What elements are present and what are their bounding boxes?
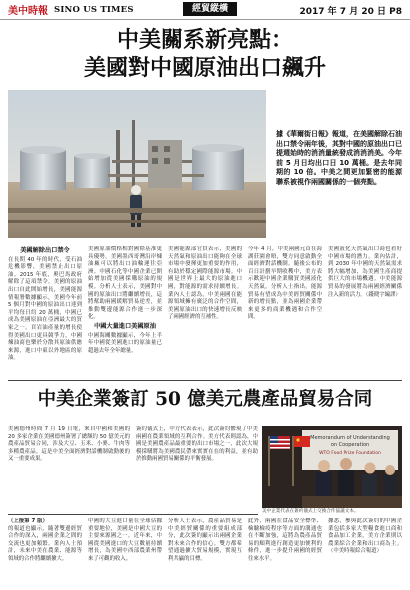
photo2-caption: 美中企業代表在簽約儀式上交換合作協議文本。 [262,509,359,514]
story2-column-2 [136,426,258,508]
story1-column-4 [248,246,322,374]
bottom-column-2-text: 中國的大豆進口量在全球佔據重要地位，美國是中國大豆的主要來源國之一。近年來，中國從美國進口的大豆數量持續增長，為美國中西部農業州帶來了可觀的收入。 [88,518,162,562]
story2-headline: 中美企業簽訂 50 億美元農產品貿易合同 [37,389,373,410]
story1-column-1-text: 在長期 40 年的時代，受石油危機影響，美國禁止出口原油。2015 年底，奧巴馬政府解除了這項禁令。美國的原油出口自此開始增長，美國能源情報署數據顯示，美國今年前 5 個月對中國的原油出口達到平均每日約 20 萬桶，中國已成為美國原油在亞洲最大的買家之一。頁岩油產量的增長使得美國出口更具競爭力，中國煉油商也樂於分散其原油供應來源，進口中東以外地區的原油。 [8,256,82,362]
bottom-column-1 [8,518,82,584]
dateline [299,4,402,17]
story1-column-2-text: 美國原油價格相對國際基准更具優勢，美國墨西哥灣沿岸煉油廠可以將出口油輪運往亞洲。中國石化等中國企業已開始增加從美國採購原油的規模。分析人士表示，美國對中國的原油出口將繼續增長，這將幫助兩國緩解貿易逆差，並推動雙邊能源合作進一步深化。 [88,246,162,321]
bottom-column-4-text: 此外，兩國在食品安全標準、檢驗檢疫程序等方面的溝通也在不斷加強，這將為農產品貿易的順利進行創造更加便利的條件，進一步提升兩國的經貿往來水平。 [248,518,322,562]
story1-subhead-1: 美國解除出口禁令 [20,247,70,254]
story1-column-3 [168,246,242,374]
bottom-column-3 [168,518,242,584]
bottom-column-5-text: 據悉，參與此次簽約的中國企業包括多家大型糧食進口商和食品加工企業，美方企業則以農業綜合企業和出口商為主。（中美時報綜合報道） [328,518,402,555]
brand-chinese: 美中時報 [8,6,48,17]
story1-column-1 [8,246,82,374]
story2-divider [8,514,258,515]
bottom-column-4 [248,518,322,584]
banner-line-1: Memorandum of Understanding [310,435,390,441]
banner-line-3: WTO Food Prize Foundation [319,451,381,456]
story1-body [8,246,402,374]
story1-column-4-text: 今年 4 月，中美兩國元首在海湖莊園會晤，雙方同意啟動全面經濟對話機制。隨後公布的百日計劃早期收穫中，美方表示歡迎中國企業購買美國液化天然氣。分析人士指出，能源貿易有望成為中美經貿關係中新的增長點，並為兩國企業帶來更多的商業機遇和合作空間。 [248,246,322,321]
issue-date: 2017 年 7 月 20 日 [299,7,386,17]
story1-column-3-text: 美國能源部官員表示，美國的天然氣和原油出口能夠在全球市場中發揮更加重要的作用，有助於穩定國際能源市場。中國是世界上最大的原油進口國，對能源的需求持續增長。業內人士認為，中美兩國在能源領域擁有廣泛的合作空間，美國原油出口的快速增長反映了兩國經濟的互補性。 [168,246,242,321]
bottom-column-1-text: 的報道也顯示，隨著雙邊經貿合作的深入，兩國企業之間的交流也更加頻繁。業內人士預計，未來中美在農業、能源等領域的合作將繼續擴大。 [8,525,82,562]
banner-line-2: on Cooperation [330,442,370,448]
story2-body [8,426,258,508]
section-tag: 經貿縱橫 [183,2,237,16]
story1-headline-line2: 美國對中國原油出口飆升 [83,55,326,81]
story1-lede: 據《華爾街日報》報道，在美國解除石油出口禁令兩年後，其對中國的原油出口已提週始時的消消量統發成消消消美。今年前 5 月日均出口日 10 萬桶。是去年同期的 10 倍。中美之間更加緊密的能源聯系被視作兩國關係的一個亮點。 [276,130,402,186]
story1-column-5-text: 美國液化天然氣出口商也看好中國市場的潛力。業內估計，到 2030 年中國的天然氣需求將大幅增加，為美國生產商提供巨大的市場機遇。中美能源貿易的發展將為兩國經濟關係注入新的活力。（錢晓宇編譯） [328,246,402,298]
story1-headline-line1: 中美關系新亮點： [116,27,293,53]
story2-column-1 [8,426,130,508]
section-divider [8,380,402,381]
story1-subhead-2: 中國大量進口美國原油 [94,322,156,330]
story2-column-2-text: 簽約儀式上，中方代表表示，此次簽約體現了中美兩國在農業領域的互利合作。美方代表則認為，中國是美國農產品最重要的出口市場之一，此次大規模採購將為美國農民帶來實實在在的利益，並有助於推動兩國貿易關係的平衡發展。 [136,426,258,463]
bottom-column-3-text: 分析人士表示，農產品貿易是中美經貿關係的重要組成部分，此次簽約顯示出兩國企業對未來合作的信心。雙方都希望通過擴大貿易規模，實現互利共贏的目標。 [168,518,242,562]
story1-column-2-text2: 中國海關數據顯示，今年上半年中國從美國進口的原油量已超過去年全年總量。 [88,332,162,354]
oil-storage-photo [8,90,266,238]
bottom-column-5 [328,518,402,584]
story2-column-1-text: 美國德州時間 7 月 19 日電，來自中國和美國的 20 多家企業在美國德州簽署了總額約 50 億美元的農產品貿易合同，涉及大豆、玉米、小麥、牛肉等多種農產品。這是中美全面經濟對話機制啟動後的又一重要成果。 [8,426,130,463]
bottom-column-2 [88,518,162,584]
signing-ceremony-photo [262,426,402,508]
story1-column-2 [88,246,162,374]
story2-continuation [8,518,402,584]
masthead [0,0,410,20]
story1-column-5 [328,246,402,374]
page-number: P8 [389,7,402,17]
continuation-label: （上接第 7 版） [8,518,48,524]
story1-headline [0,26,410,82]
brand-english: SINO US TIMES [54,4,134,15]
